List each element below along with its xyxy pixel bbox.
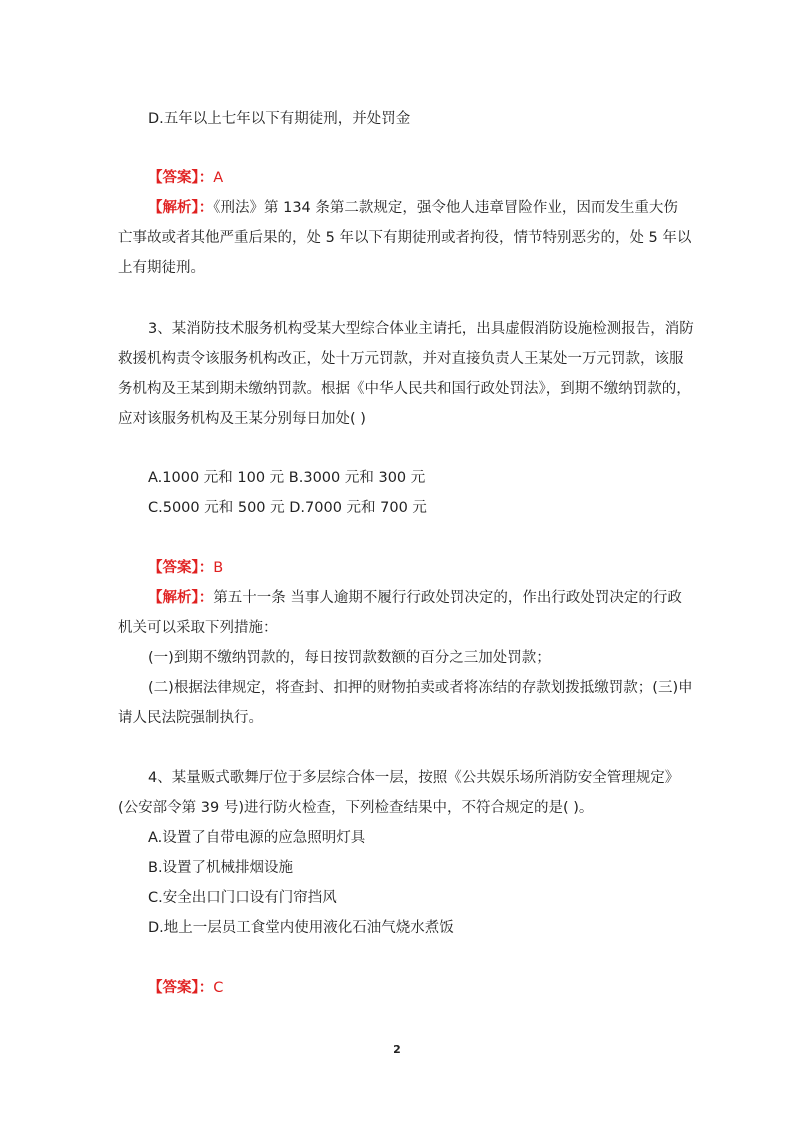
- page-number: 2: [393, 1043, 401, 1056]
- analysis-text-continued: 请人民法院强制执行。: [118, 710, 263, 726]
- question-stem: 3、某消防技术服务机构受某大型综合体业主请托，出具虚假消防设施检测报告，消防: [148, 321, 694, 337]
- analysis-item: (一)到期不缴纳罚款的，每日按罚款数额的百分之三加处罚款；: [148, 650, 551, 666]
- question-stem-continued: 救援机构责令该服务机构改正，处十万元罚款，并对直接负责人王某处一万元罚款，该服: [118, 351, 684, 367]
- analysis-line: [148, 199, 678, 217]
- analysis-text: 第五十一条 当事人逾期不履行行政处罚决定的，作出行政处罚决定的行政: [213, 590, 682, 606]
- answer-line: [148, 559, 223, 577]
- analysis-line: [148, 589, 682, 607]
- answer-label: 【答案】：: [148, 560, 214, 576]
- analysis-text-continued: 机关可以采取下列措施：: [118, 620, 278, 636]
- question-stem-continued: (公安部令第 39 号)进行防火检查，下列检查结果中，不符合规定的是( )。: [118, 800, 594, 816]
- answer-value: A: [213, 170, 224, 186]
- question-stem-continued: 务机构及王某到期未缴纳罚款。根据《中华人民共和国行政处罚法》，到期不缴纳罚款的，: [118, 381, 691, 397]
- question-stem: 4、某量贩式歌舞厅位于多层综合体一层，按照《公共娱乐场所消防安全管理规定》: [148, 770, 680, 786]
- answer-value: B: [213, 560, 224, 576]
- option-d-text: D.地上一层员工食堂内使用液化石油气烧水煮饭: [148, 920, 454, 936]
- answer-line: [148, 169, 223, 187]
- analysis-label: 【解析】：: [148, 200, 214, 216]
- options-row: C.5000 元和 500 元 D.7000 元和 700 元: [148, 500, 427, 516]
- answer-line: [148, 979, 223, 997]
- analysis-label: 【解析】：: [148, 590, 214, 606]
- options-row: A.1000 元和 100 元 B.3000 元和 300 元: [148, 470, 426, 486]
- option-d-text: D.五年以上七年以下有期徒刑，并处罚金: [148, 111, 411, 127]
- question-stem-continued: 应对该服务机构及王某分别每日加处( ): [118, 411, 366, 427]
- option-c-text: C.安全出口门口设有门帘挡风: [148, 890, 337, 906]
- answer-value: C: [213, 980, 224, 996]
- answer-label: 【答案】：: [148, 980, 214, 996]
- analysis-text: 《刑法》第 134 条第二款规定，强令他人违章冒险作业，因而发生重大伤: [213, 200, 678, 216]
- answer-label: 【答案】：: [148, 170, 214, 186]
- option-b-text: B.设置了机械排烟设施: [148, 860, 294, 876]
- analysis-item: (二)根据法律规定，将查封、扣押的财物拍卖或者将冻结的存款划拨抵缴罚款；(三)申: [148, 680, 693, 696]
- analysis-text-continued: 上有期徒刑。: [118, 260, 205, 276]
- analysis-text-continued: 亡事故或者其他严重后果的，处 5 年以下有期徒刑或者拘役，情节特别恶劣的，处 5 年以: [118, 230, 692, 246]
- option-a-text: A.设置了自带电源的应急照明灯具: [148, 830, 366, 846]
